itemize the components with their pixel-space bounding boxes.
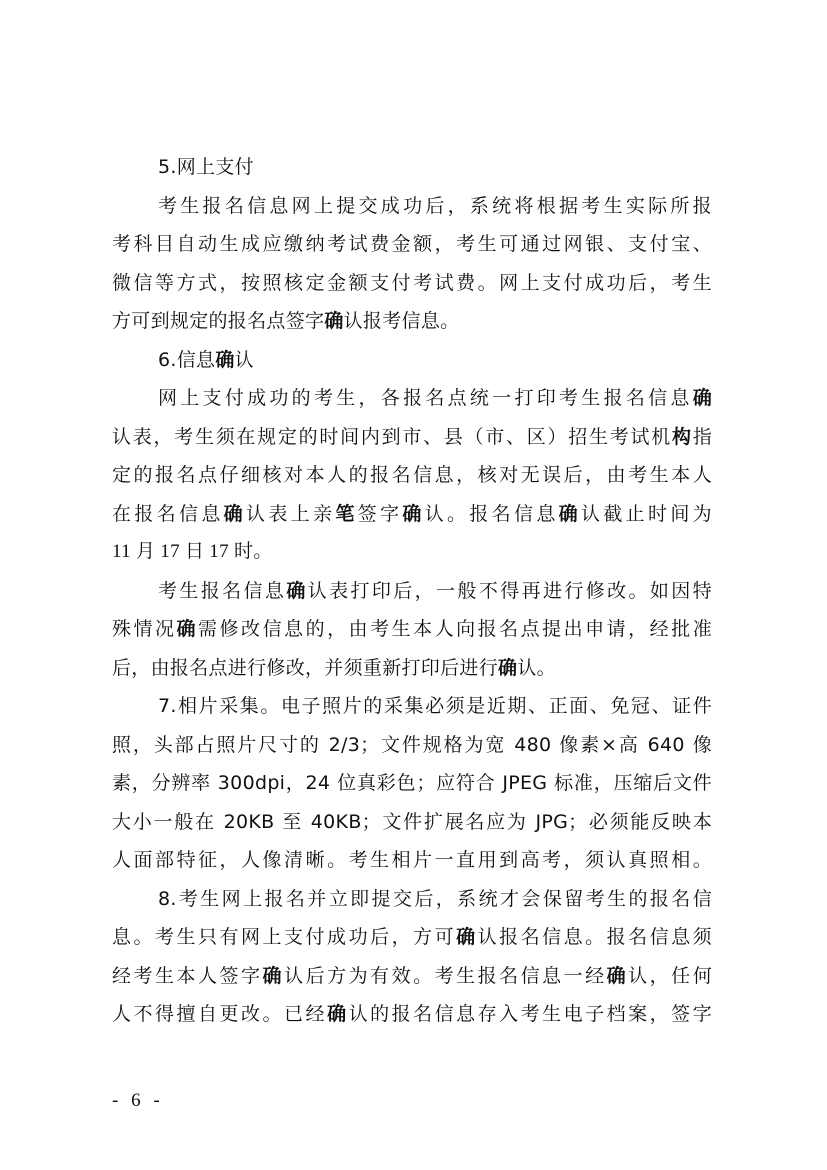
heading-info-confirmation: 6.信息确认 xyxy=(158,348,254,371)
paragraph-line: 经考生本人签字确认后方为有效。考生报名信息一经确认，任何 xyxy=(112,964,712,987)
paragraph-line: 后，由报名点进行修改，并须重新打印后进行确认。 xyxy=(112,656,556,679)
paragraph-line: 方可到规定的报名点签字确认报考信息。 xyxy=(112,310,460,332)
heading-online-payment: 5.网上支付 xyxy=(158,156,254,178)
paragraph-line: 8.考生网上报名并立即提交后，系统才会保留考生的报名信 xyxy=(158,887,712,910)
document-body xyxy=(112,148,712,1034)
paragraph-line: 人面部特征，人像清晰。考生相片一直用到高考，须认真照相。 xyxy=(112,849,712,871)
paragraph-line: 息。考生只有网上支付成功后，方可确认报名信息。报名信息须 xyxy=(112,926,712,948)
paragraph-line: 网上支付成功的考生，各报名点统一打印考生报名信息确 xyxy=(158,387,712,409)
paragraph-line: 照，头部占照片尺寸的 2/3；文件规格为宽 480 像素×高 640 像 xyxy=(112,733,712,756)
heading-photo-collection: 7.相片采集。电子照片的采集必须是近期、正面、免冠、证件 xyxy=(158,695,712,717)
paragraph-line: 定的报名点仔细核对本人的报名信息，核对无误后，由考生本人 xyxy=(112,464,712,486)
paragraph-line: 殊情况确需修改信息的，由考生本人向报名点提出申请，经批准 xyxy=(112,618,712,640)
paragraph-line: 素，分辨率 300dpi，24 位真彩色；应符合 JPEG 标准，压缩后文件 xyxy=(112,772,712,794)
paragraph-line: 考生报名信息确认表打印后，一般不得再进行修改。如因特 xyxy=(158,579,712,602)
paragraph-line: 人不得擅自更改。已经确认的报名信息存入考生电子档案，签字 xyxy=(112,1003,712,1025)
page-number: - 6 - xyxy=(112,1090,164,1111)
paragraph-line: 认表，考生须在规定的时间内到市、县（市、区）招生考试机构指 xyxy=(112,425,712,448)
paragraph-line: 在报名信息确认表上亲笔签字确认。报名信息确认截止时间为 xyxy=(112,502,712,525)
paragraph-line: 考生报名信息网上提交成功后，系统将根据考生实际所报 xyxy=(158,194,712,217)
paragraph-line: 大小一般在 20KB 至 40KB；文件扩展名应为 JPG；必须能反映本 xyxy=(112,810,712,833)
paragraph-line: 11 月 17 日 17 时。 xyxy=(112,541,273,562)
paragraph-line: 微信等方式，按照核定金额支付考试费。网上支付成功后，考生 xyxy=(112,271,712,294)
paragraph-line: 考科目自动生成应缴纳考试费金额，考生可通过网银、支付宝、 xyxy=(112,233,712,255)
